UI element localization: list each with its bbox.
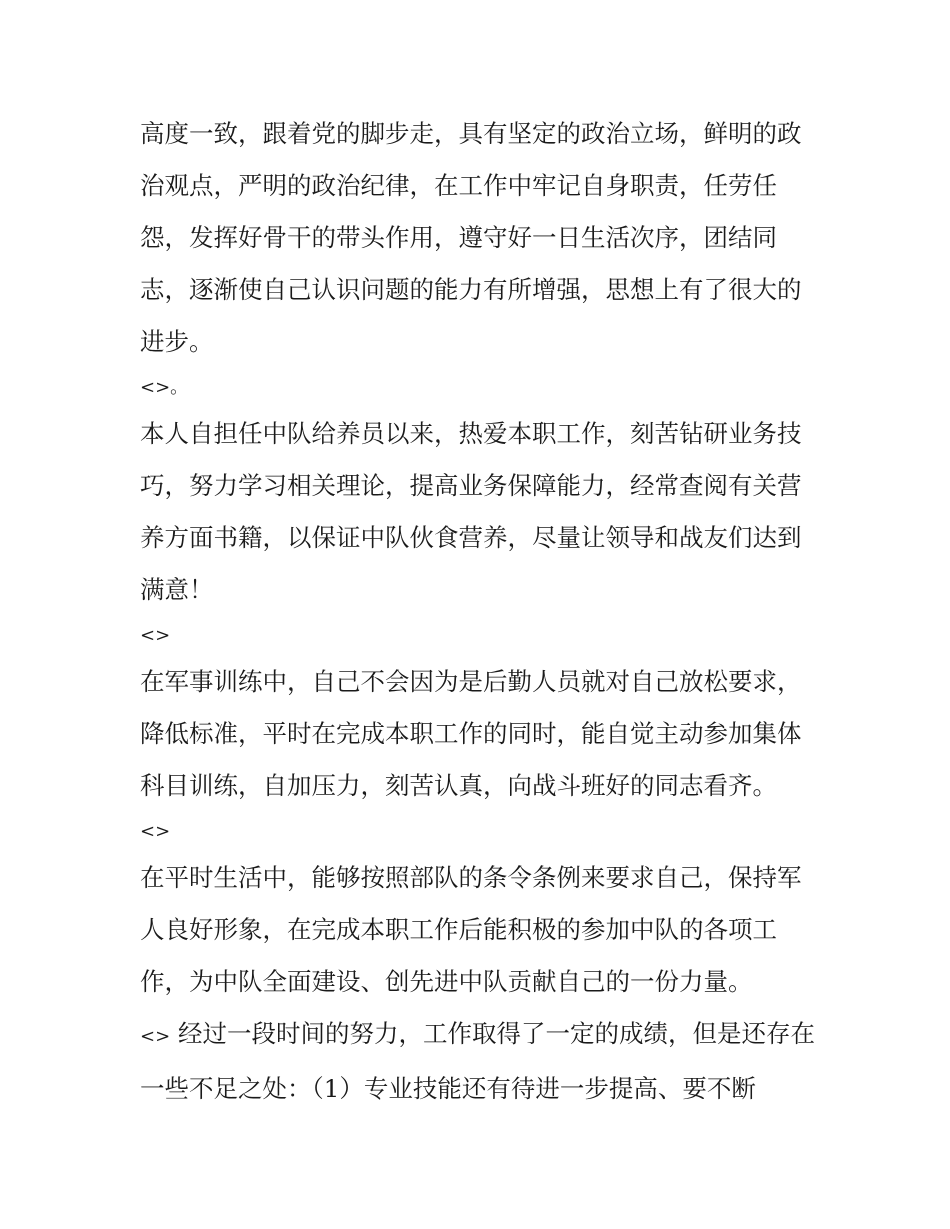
section-marker: <> — [140, 821, 171, 842]
paragraph-shortcomings — [140, 1008, 820, 1115]
paragraph-daily-life: 在平时生活中，能够按照部队的条令条例来要求自己，保持军人良好形象，在完成本职工作后能积极的参加中队的各项工作，为中队全面建设、创先进中队贡献自己的一份力量。 — [140, 863, 802, 996]
paragraph-political-conduct: 高度一致，跟着党的脚步走，具有坚定的政治立场，鲜明的政治观点，严明的政治纪律，在工作中牢记自身职责，任劳任怨，发挥好骨干的带头作用，遵守好一日生活次序，团结同志，逐渐使自己认识问题的能力有所增强，思想上有了很大的进步。 — [140, 119, 802, 356]
section-marker: <> — [140, 1026, 171, 1047]
paragraph-shortcomings-text: 经过一段时间的努力，工作取得了一定的成绩，但是还存在一些不足之处：（1）专业技能还有待进一步提高、要不断 — [140, 1019, 815, 1103]
paragraph-military-training: 在军事训练中，自己不会因为是后勤人员就对自己放松要求，降低标准，平时在完成本职工作的同时，能自觉主动参加集体科目训练，自加压力，刻苦认真，向战斗班好的同志看齐。 — [140, 667, 802, 800]
section-marker: <>。 — [140, 377, 189, 398]
paragraph-professional-work: 本人自担任中队给养员以来，热爱本职工作，刻苦钻研业务技巧，努力学习相关理论，提高业务保障能力，经常查阅有关营养方面书籍，以保证中队伙食营养，尽量让领导和战友们达到满意！ — [140, 419, 802, 604]
document-body — [140, 108, 820, 1115]
section-marker: <> — [140, 625, 171, 646]
